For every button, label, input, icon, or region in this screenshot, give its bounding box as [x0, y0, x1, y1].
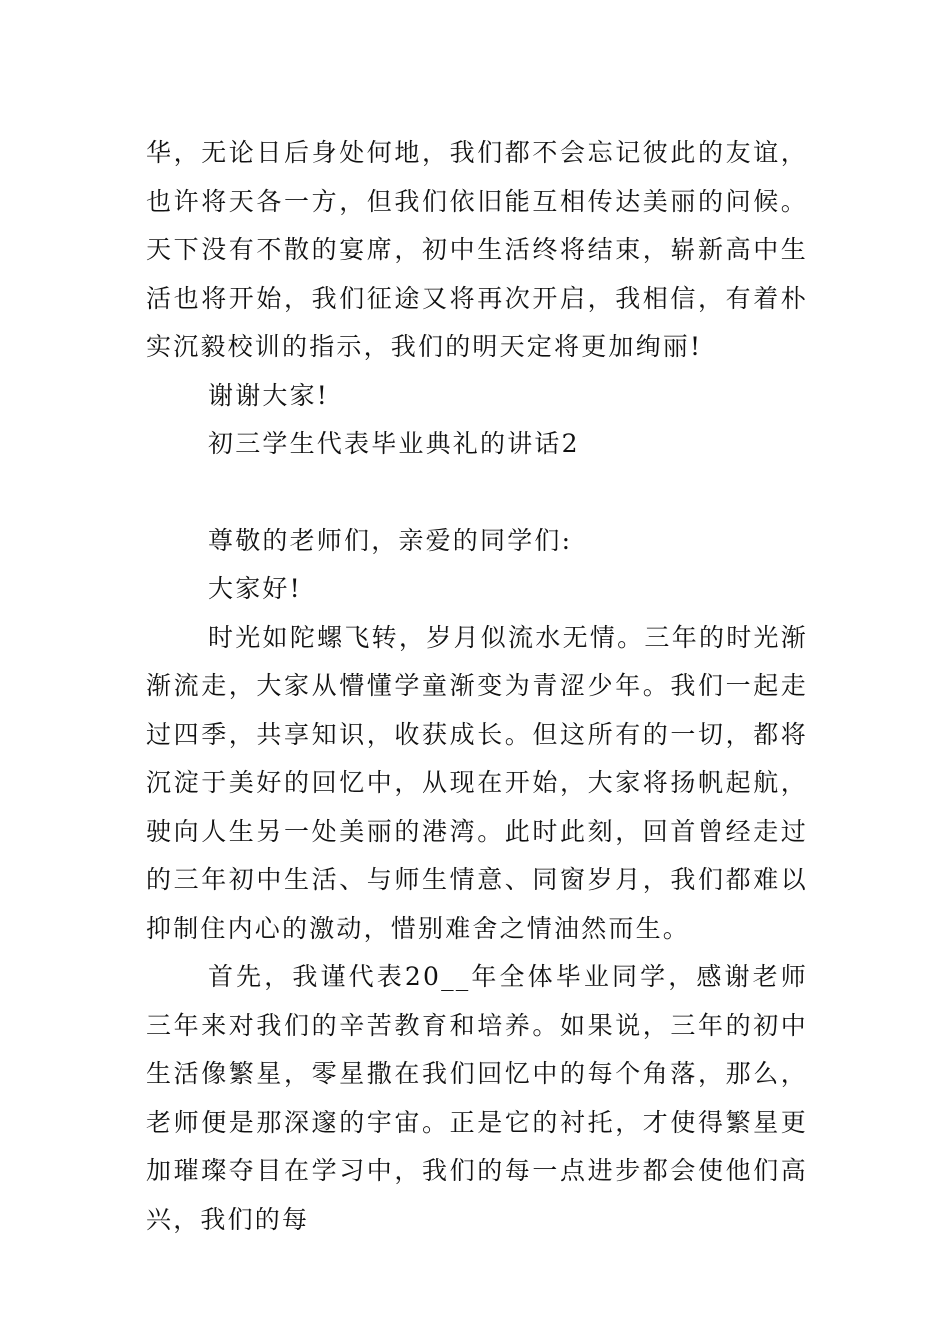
- document-body: [146, 129, 808, 1244]
- section-title: 初三学生代表毕业典礼的讲话2: [208, 429, 580, 458]
- paragraph-continued: 华，无论日后身处何地，我们都不会忘记彼此的友谊，也许将天各一方，但我们依旧能互相传达美丽的问候。天下没有不散的宴席，初中生活终将结束，崭新高中生活也将开始，我们征途又将再次开启，我相信，有着朴实沉毅校训的指示，我们的明天定将更加绚丽!: [146, 138, 808, 361]
- paragraph-body: 时光如陀螺飞转，岁月似流水无情。三年的时光渐渐流走，大家从懵懂学童渐变为青涩少年。我们一起走过四季，共享知识，收获成长。但这所有的一切，都将沉淀于美好的回忆中，从现在开始，大家将扬帆起航，驶向人生另一处美丽的港湾。此时此刻，回首曾经走过的三年初中生活、与师生情意、同窗岁月，我们都难以抑制住内心的激动，惜别难舍之情油然而生。: [146, 622, 808, 943]
- paragraph-body: 首先，我谨代表20__年全体毕业同学，感谢老师三年来对我们的辛苦教育和培养。如果说，三年的初中生活像繁星，零星撒在我们回忆中的每个角落，那么，老师便是那深邃的宇宙。正是它的衬托，才使得繁星更加璀璨夺目在学习中，我们的每一点进步都会使他们高兴，我们的每: [146, 962, 808, 1234]
- paragraph-salutation: 尊敬的老师们，亲爱的同学们:: [208, 525, 573, 555]
- paragraph-thanks: 谢谢大家!: [208, 380, 330, 410]
- paragraph-greeting: 大家好!: [208, 574, 302, 603]
- blank-line: [146, 469, 808, 517]
